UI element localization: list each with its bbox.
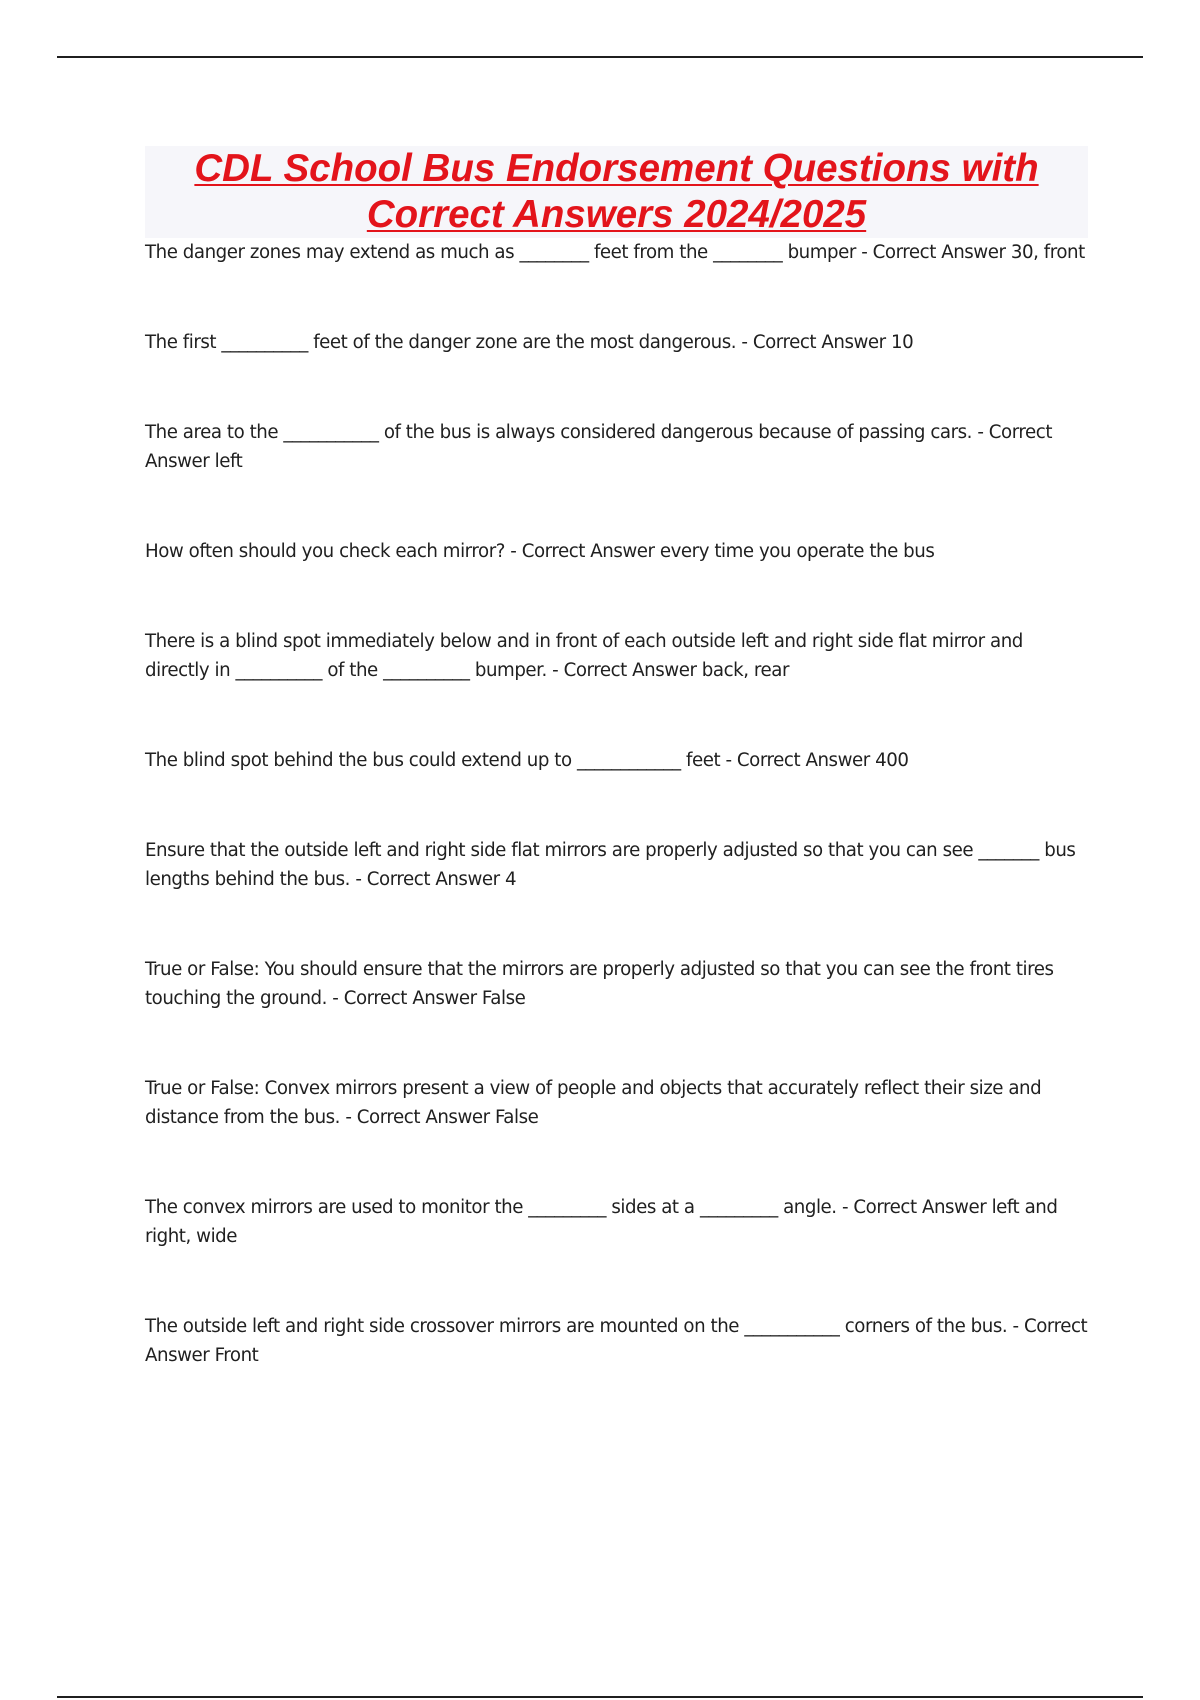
question-item-7: Ensure that the outside left and right side flat mirrors are properly adjusted so that you can see _______ bus lengths behind the bus. - Correct Answer 4 bbox=[145, 840, 1076, 890]
question-item-2: The first __________ feet of the danger zone are the most dangerous. - Correct Answer 10 bbox=[145, 332, 914, 353]
title-line-2: Correct Answers 2024/2025 bbox=[366, 193, 867, 236]
top-rule bbox=[57, 56, 1143, 58]
question-item-3: The area to the ___________ of the bus is always considered dangerous because of passing cars. - Correct Answer left bbox=[145, 422, 1052, 472]
question-item-8: True or False: You should ensure that the mirrors are properly adjusted so that you can see the front tires touching the ground. - Correct Answer False bbox=[145, 959, 1054, 1009]
title-line-1: CDL School Bus Endorsement Questions with bbox=[194, 147, 1039, 190]
question-item-4: How often should you check each mirror? - Correct Answer every time you operate the bus bbox=[145, 541, 935, 562]
question-item-10: The convex mirrors are used to monitor the _________ sides at a _________ angle. - Correct Answer left and right, wide bbox=[145, 1197, 1058, 1247]
question-item-1: The danger zones may extend as much as ________ feet from the ________ bumper - Correct Answer 30, front bbox=[145, 242, 1085, 263]
question-item-6: The blind spot behind the bus could extend up to ____________ feet - Correct Answer 400 bbox=[145, 750, 909, 771]
bottom-rule bbox=[57, 1696, 1143, 1698]
question-list bbox=[145, 238, 1088, 1370]
question-item-5: There is a blind spot immediately below and in front of each outside left and right side flat mirror and directly in __________ of the __________ bumper. - Correct Answer back, rear bbox=[145, 631, 1023, 681]
question-item-11: The outside left and right side crossover mirrors are mounted on the ___________ corners of the bus. - Correct Answer Front bbox=[145, 1316, 1088, 1366]
document-title bbox=[145, 146, 1088, 238]
question-item-9: True or False: Convex mirrors present a view of people and objects that accurately reflect their size and distance from the bus. - Correct Answer False bbox=[145, 1078, 1042, 1128]
document-body bbox=[145, 146, 1088, 1370]
